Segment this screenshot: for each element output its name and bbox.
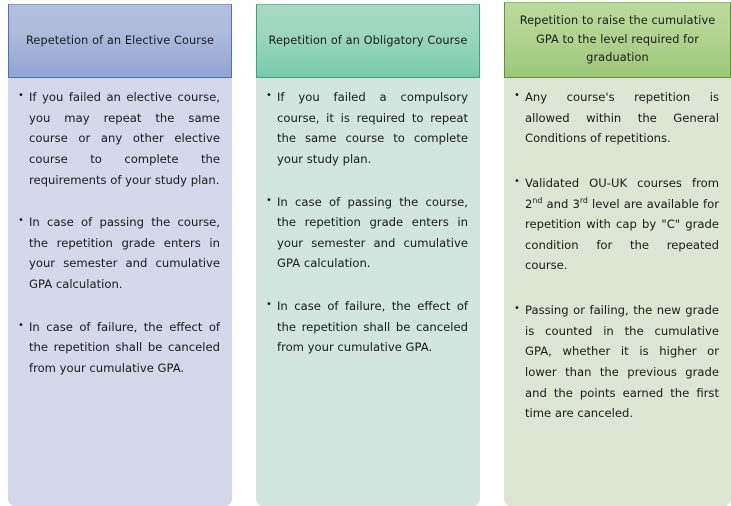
- column-obligatory: [256, 0, 480, 506]
- list-item: • Any course's repetition is allowed within the General Conditions of repetitions.: [512, 87, 719, 149]
- list-item: • If you failed an elective course, you may repeat the same course or any other elective course to complete the requirements of your study plan.: [16, 87, 220, 190]
- column-header-elective: Repetetion of an Elective Course: [8, 4, 232, 78]
- bullet-list-raise-gpa: [512, 87, 719, 424]
- column-header-raise-gpa: Repetition to raise the cumulative GPA to the level required for graduation: [504, 2, 731, 78]
- bullet-list-elective: [16, 87, 220, 379]
- list-item: • In case of failure, the effect of the repetition shall be canceled from your cumulative GPA.: [16, 317, 220, 379]
- column-elective: [8, 0, 232, 506]
- list-item: • Validated OU-UK courses from 2nd and 3rd level are available for repetition with cap by "C" grade condition for the repeated course.: [512, 173, 719, 276]
- column-body-elective: [8, 78, 232, 506]
- column-raise-gpa: [504, 0, 731, 506]
- list-item: • In case of passing the course, the repetition grade enters in your semester and cumulative GPA calculation.: [264, 192, 468, 275]
- list-item: • In case of passing the course, the repetition grade enters in your semester and cumulative GPA calculation.: [16, 212, 220, 295]
- bullet-list-obligatory: [264, 87, 468, 358]
- column-body-raise-gpa: [504, 78, 731, 506]
- column-header-obligatory: Repetition of an Obligatory Course: [256, 4, 480, 78]
- list-item: • Passing or failing, the new grade is counted in the cumulative GPA, whether it is higher or lower than the previous grade and the points earned the first time are canceled.: [512, 300, 719, 424]
- list-item: • If you failed a compulsory course, it is required to repeat the same course to complete your study plan.: [264, 87, 468, 170]
- column-body-obligatory: [256, 78, 480, 506]
- list-item: • In case of failure, the effect of the repetition shall be canceled from your cumulative GPA.: [264, 296, 468, 358]
